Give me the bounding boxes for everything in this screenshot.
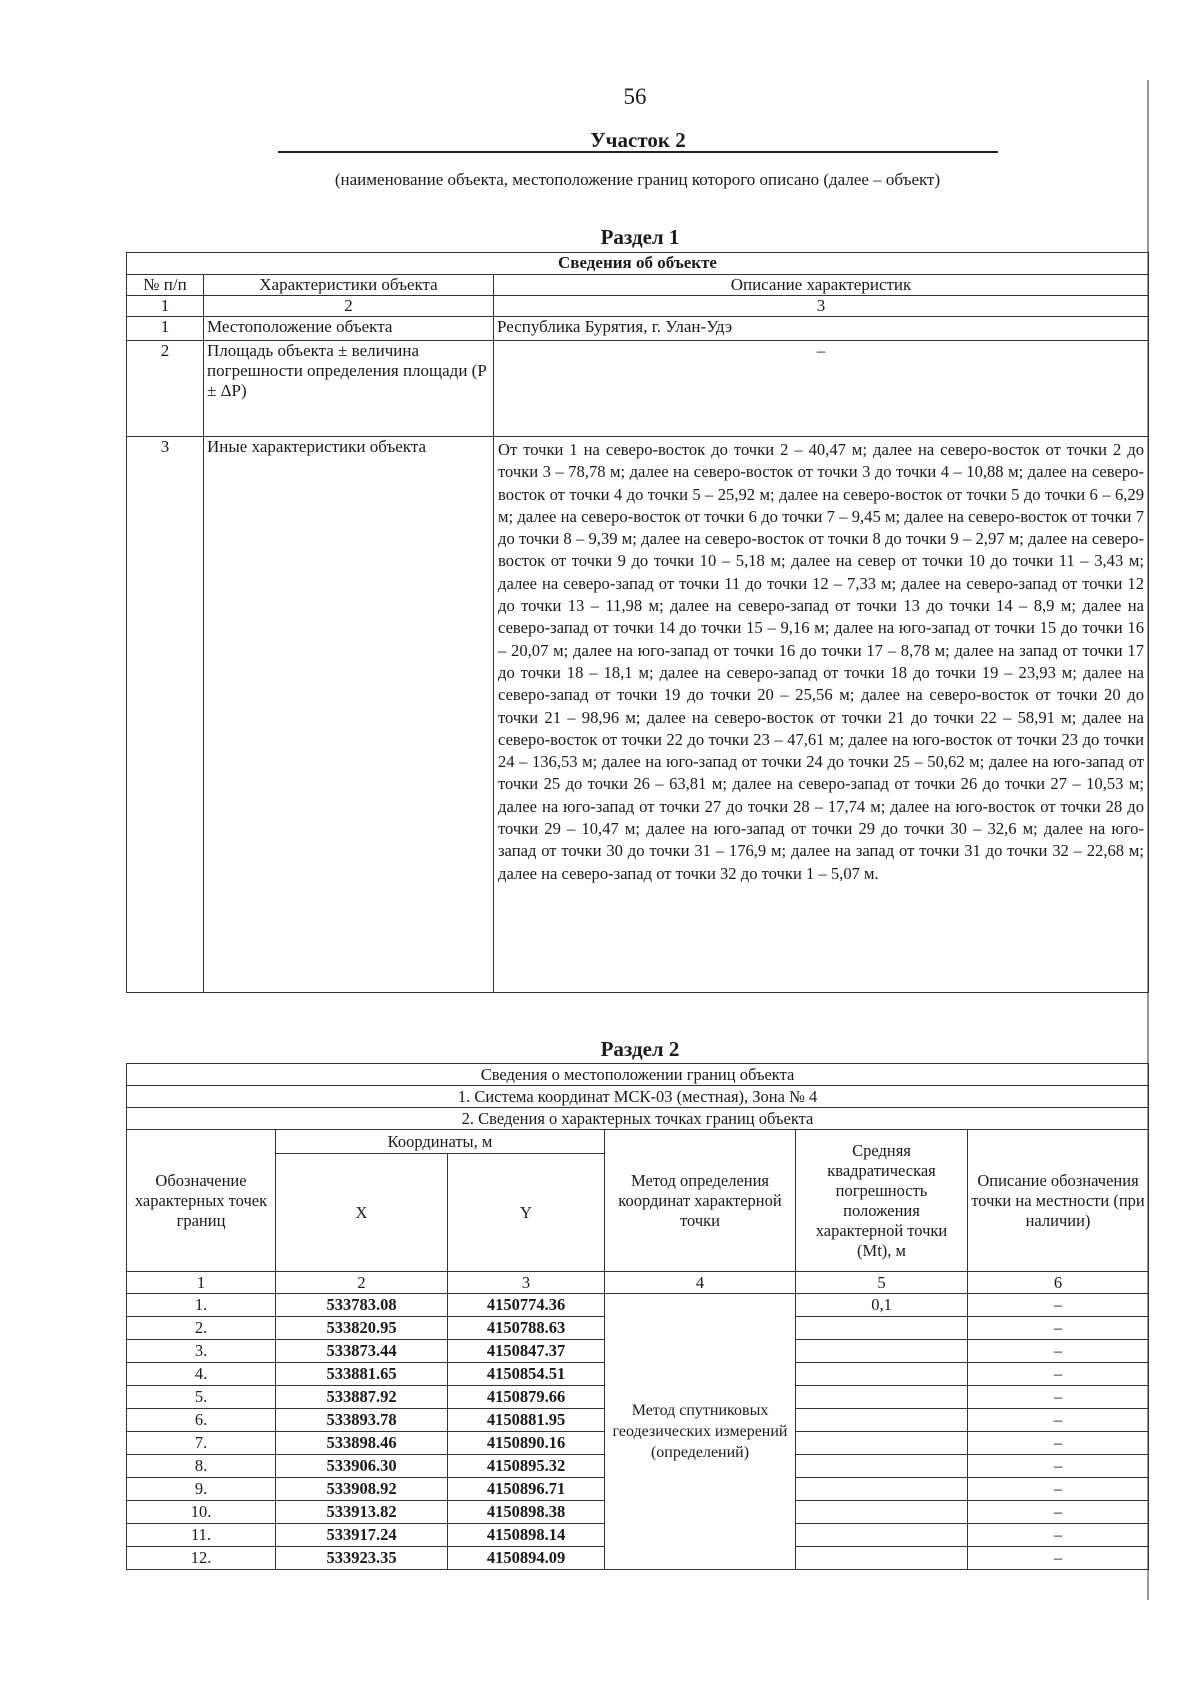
row-name: Иные характеристики объекта [204, 437, 494, 993]
point-accuracy [796, 1386, 968, 1409]
col-number-2: 2 [276, 1272, 448, 1294]
header-x: X [276, 1154, 448, 1272]
point-accuracy [796, 1524, 968, 1547]
point-y: 4150879.66 [448, 1386, 605, 1409]
page-number: 56 [623, 84, 647, 109]
col-number-2: 2 [204, 296, 494, 317]
header-method: Метод определения координат характерной точки [605, 1130, 796, 1272]
row-num: 1 [127, 317, 204, 341]
point-accuracy: 0,1 [796, 1294, 968, 1317]
point-number: 9. [127, 1478, 276, 1501]
point-accuracy [796, 1340, 968, 1363]
point-y: 4150774.36 [448, 1294, 605, 1317]
point-x: 533873.44 [276, 1340, 448, 1363]
header-designation: Обозначение характерных точек границ [127, 1130, 276, 1272]
point-description: – [968, 1294, 1149, 1317]
point-description: – [968, 1478, 1149, 1501]
point-number: 11. [127, 1524, 276, 1547]
col-number-5: 5 [796, 1272, 968, 1294]
point-x: 533881.65 [276, 1363, 448, 1386]
point-y: 4150896.71 [448, 1478, 605, 1501]
section2-table-title: Сведения о местоположении границ объекта [127, 1064, 1149, 1086]
col-number-3: 3 [448, 1272, 605, 1294]
plot-caption: (наименование объекта, местоположение границ которого описано (далее – объект) [334, 170, 941, 189]
point-number: 10. [127, 1501, 276, 1524]
row-name: Местоположение объекта [204, 317, 494, 341]
header-coordinates: Координаты, м [276, 1130, 605, 1154]
boundary-points-table [126, 1063, 1149, 1570]
point-accuracy [796, 1478, 968, 1501]
point-x: 533913.82 [276, 1501, 448, 1524]
section1-table-title: Сведения об объекте [127, 253, 1149, 275]
title-underline [278, 151, 998, 153]
point-x: 533887.92 [276, 1386, 448, 1409]
point-accuracy [796, 1317, 968, 1340]
section2-title: Раздел 2 [600, 1037, 680, 1061]
point-number: 7. [127, 1432, 276, 1455]
point-description: – [968, 1432, 1149, 1455]
section1-title: Раздел 1 [600, 225, 680, 249]
point-description: – [968, 1409, 1149, 1432]
point-y: 4150890.16 [448, 1432, 605, 1455]
point-x: 533923.35 [276, 1547, 448, 1570]
point-number: 2. [127, 1317, 276, 1340]
point-accuracy [796, 1547, 968, 1570]
point-description: – [968, 1317, 1149, 1340]
point-number: 6. [127, 1409, 276, 1432]
row-value: От точки 1 на северо-восток до точки 2 – 40,47 м; далее на северо-восток от точки 2 до точки 3 – 78,78 м; далее на северо-восток от точки 3 до точки 4 – 10,88 м; далее на северо-восток от точки 4 до точки 5 – 25,92 м; далее на северо-восток от точки 5 до точки 6 – 6,29 м; далее на северо-восток от точки 6 до точки 7 – 9,45 м; далее на северо-восток от точки 7 до точки 8 – 9,39 м; далее на северо-восток от точки 8 до точки 9 – 2,97 м; далее на северо-восток от точки 9 до точки 10 – 5,18 м; далее на север от точки 10 до точки 11 – 3,43 м; далее на северо-запад от точки 11 до точки 12 – 7,33 м; далее на северо-запад от точки 12 до точки 13 – 11,98 м; далее на северо-запад от точки 13 до точки 14 – 8,9 м; далее на северо-запад от точки 14 до точки 15 – 9,16 м; далее на юго-запад от точки 15 до точки 16 – 20,07 м; далее на юго-запад от точки 16 до точки 17 – 8,78 м; далее на запад от точки 17 до точки 18 – 18,1 м; далее на северо-запад от точки 18 до точки 19 – 23,93 м; далее на северо-запад от точки 19 до точки 20 – 25,56 м; далее на северо-восток от точки 20 до точки 21 – 98,96 м; далее на северо-восток от точки 21 до точки 22 – 58,91 м; далее на северо-восток от точки 22 до точки 23 – 47,61 м; далее на юго-восток от точки 23 до точки 24 – 136,53 м; далее на юго-запад от точки 24 до точки 25 – 50,62 м; далее на юго-запад от точки 25 до точки 26 – 63,81 м; далее на северо-запад от точки 26 до точки 27 – 10,53 м; далее на юго-запад от точки 27 до точки 28 – 17,74 м; далее на юго-восток от точки 28 до точки 29 – 10,47 м; далее на юго-запад от точки 29 до точки 30 – 32,6 м; далее на юго-запад от точки 30 до точки 31 – 176,9 м; далее на запад от точки 31 до точки 32 – 22,68 м; далее на северо-запад от точки 32 до точки 1 – 5,07 м. [494, 437, 1149, 993]
row-num: 2 [127, 341, 204, 437]
point-x: 533820.95 [276, 1317, 448, 1340]
point-accuracy [796, 1363, 968, 1386]
point-description: – [968, 1455, 1149, 1478]
point-y: 4150854.51 [448, 1363, 605, 1386]
point-description: – [968, 1340, 1149, 1363]
coord-system: 1. Система координат МСК-03 (местная), Зона № 4 [127, 1086, 1149, 1108]
point-accuracy [796, 1432, 968, 1455]
point-number: 12. [127, 1547, 276, 1570]
point-x: 533906.30 [276, 1455, 448, 1478]
point-x: 533898.46 [276, 1432, 448, 1455]
point-y: 4150894.09 [448, 1547, 605, 1570]
points-title: 2. Сведения о характерных точках границ объекта [127, 1108, 1149, 1130]
col-number-4: 4 [605, 1272, 796, 1294]
plot-title: Участок 2 [590, 128, 686, 152]
point-number: 5. [127, 1386, 276, 1409]
row-value: – [494, 341, 1149, 437]
row-num: 3 [127, 437, 204, 993]
header-y: Y [448, 1154, 605, 1272]
point-x: 533783.08 [276, 1294, 448, 1317]
point-accuracy [796, 1409, 968, 1432]
point-number: 3. [127, 1340, 276, 1363]
point-number: 8. [127, 1455, 276, 1478]
header-point-description: Описание обозначения точки на местности (при наличии) [968, 1130, 1149, 1272]
row-value: Республика Бурятия, г. Улан-Удэ [494, 317, 1149, 341]
point-x: 533893.78 [276, 1409, 448, 1432]
point-y: 4150895.32 [448, 1455, 605, 1478]
table-row [127, 341, 1149, 437]
point-x: 533908.92 [276, 1478, 448, 1501]
header-accuracy: Средняя квадратическая погрешность положения характерной точки (Mt), м [796, 1130, 968, 1272]
point-description: – [968, 1547, 1149, 1570]
header-num: № п/п [127, 275, 204, 296]
point-y: 4150881.95 [448, 1409, 605, 1432]
point-y: 4150847.37 [448, 1340, 605, 1363]
table-row [127, 317, 1149, 341]
table-row [127, 1294, 1149, 1317]
header-characteristic: Характеристики объекта [204, 275, 494, 296]
col-number-1: 1 [127, 296, 204, 317]
col-number-3: 3 [494, 296, 1149, 317]
point-y: 4150898.38 [448, 1501, 605, 1524]
col-number-1: 1 [127, 1272, 276, 1294]
row-name: Площадь объекта ± величина погрешности определения площади (Р ± ΔР) [204, 341, 494, 437]
point-number: 1. [127, 1294, 276, 1317]
point-accuracy [796, 1501, 968, 1524]
point-number: 4. [127, 1363, 276, 1386]
point-method: Метод спутниковых геодезических измерений (определений) [605, 1294, 796, 1570]
point-description: – [968, 1363, 1149, 1386]
point-accuracy [796, 1455, 968, 1478]
object-info-table [126, 252, 1149, 993]
table-row [127, 437, 1149, 993]
point-y: 4150898.14 [448, 1524, 605, 1547]
col-number-6: 6 [968, 1272, 1149, 1294]
header-description: Описание характеристик [494, 275, 1149, 296]
point-x: 533917.24 [276, 1524, 448, 1547]
point-description: – [968, 1501, 1149, 1524]
point-y: 4150788.63 [448, 1317, 605, 1340]
point-description: – [968, 1524, 1149, 1547]
point-description: – [968, 1386, 1149, 1409]
